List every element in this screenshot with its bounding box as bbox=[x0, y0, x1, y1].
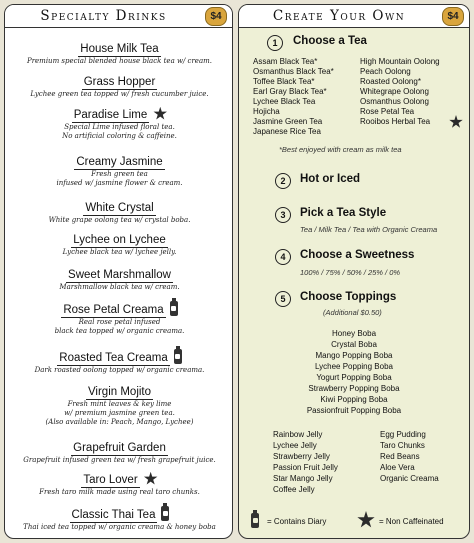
drink-item bbox=[5, 39, 233, 66]
drink-desc: Fresh taro milk made using real taro chunks. bbox=[39, 488, 200, 496]
topping-option: Strawberry Jelly bbox=[273, 452, 330, 461]
create-header bbox=[239, 5, 469, 28]
topping-option: Lychee Jelly bbox=[273, 441, 317, 450]
drink-name: Sweet Marshmallow bbox=[68, 269, 171, 281]
topping-option: Passionfruit Popping Boba bbox=[306, 406, 402, 415]
drink-name: House Milk Tea bbox=[80, 43, 159, 55]
create-your-own-panel bbox=[238, 4, 470, 539]
drink-desc: Special Lime infused floral tea. bbox=[64, 123, 175, 131]
drink-name: Lychee on Lychee bbox=[73, 234, 166, 246]
step-title: Hot or Iced bbox=[300, 173, 361, 185]
drink-desc: Premium special blended house black tea w/ cream. bbox=[26, 57, 212, 65]
step-number: 2 bbox=[275, 173, 291, 189]
drink-desc: infused w/ jasmine flower & cream. bbox=[56, 179, 183, 187]
step-subtitle: 100% / 75% / 50% / 25% / 0% bbox=[300, 268, 401, 277]
drink-desc: Lychee black tea w/ lychee jelly. bbox=[62, 248, 177, 256]
drink-item bbox=[5, 438, 233, 465]
drink-desc: No artificial coloring & caffeine. bbox=[62, 132, 177, 140]
topping-option: Lychee Popping Boba bbox=[315, 362, 393, 371]
drink-item bbox=[5, 300, 233, 336]
step-number: 4 bbox=[275, 249, 291, 265]
contains-dairy-bottle-icon bbox=[170, 301, 178, 316]
tea-option: Lychee Black Tea bbox=[253, 97, 316, 106]
drink-item bbox=[5, 505, 233, 532]
drink-name: Rose Petal Creama bbox=[63, 304, 164, 316]
step-title: Choose a Sweetness bbox=[300, 249, 415, 261]
tea-option: Osmanthus Oolong bbox=[360, 97, 429, 106]
tea-option: Whitegrape Oolong bbox=[360, 87, 429, 96]
step-subtitle: Tea / Milk Tea / Tea with Organic Creama bbox=[300, 225, 438, 234]
drink-item bbox=[5, 470, 233, 497]
step-number: 3 bbox=[275, 207, 291, 223]
topping-option: Red Beans bbox=[380, 452, 420, 461]
tea-option: Earl Gray Black Tea* bbox=[253, 87, 327, 96]
step-title: Choose Toppings bbox=[300, 291, 397, 303]
tea-option: Assam Black Tea* bbox=[253, 57, 318, 66]
drink-desc: Lychee green tea topped w/ fresh cucumber juice. bbox=[30, 90, 209, 98]
drink-name: White Crystal bbox=[85, 202, 154, 214]
tea-option: Peach Oolong bbox=[360, 67, 411, 76]
contains-dairy-bottle-icon bbox=[251, 513, 259, 528]
drink-name: Taro Lover bbox=[83, 474, 138, 486]
topping-option: Yogurt Popping Boba bbox=[316, 373, 392, 382]
drink-item bbox=[5, 265, 233, 292]
specialty-price-badge: $4 bbox=[205, 7, 227, 26]
drink-desc: w/ premium jasmine green tea. bbox=[64, 409, 175, 417]
drink-item bbox=[5, 198, 233, 225]
drink-desc: Fresh mint leaves & key lime bbox=[67, 400, 172, 408]
drink-name: Roasted Tea Creama bbox=[59, 352, 168, 364]
topping-option: Crystal Boba bbox=[331, 340, 377, 349]
drink-desc: (Also available in: Peach, Mango, Lychee) bbox=[45, 418, 194, 426]
tea-option: Rose Petal Tea bbox=[360, 107, 415, 116]
drink-desc: Grapefruit infused green tea w/ fresh grapefruit juice. bbox=[23, 456, 216, 464]
topping-option: Mango Popping Boba bbox=[315, 351, 393, 360]
specialty-drinks-panel bbox=[4, 4, 233, 539]
tea-option: High Mountain Oolong bbox=[360, 57, 440, 66]
non-caffeinated-star-icon bbox=[357, 511, 375, 529]
drink-desc: Thai iced tea topped w/ organic creama & honey boba bbox=[23, 523, 216, 531]
drink-name: Classic Thai Tea bbox=[71, 509, 156, 521]
topping-option: Coffee Jelly bbox=[273, 485, 315, 494]
drink-desc: black tea topped w/ organic creama. bbox=[54, 327, 185, 335]
topping-option: Honey Boba bbox=[331, 329, 377, 338]
topping-option: Passion Fruit Jelly bbox=[273, 463, 338, 472]
drink-desc: Marshmallow black tea w/ cream. bbox=[59, 283, 180, 291]
drink-name: Grapefruit Garden bbox=[73, 442, 166, 454]
topping-option: Taro Chunks bbox=[380, 441, 425, 450]
non-caffeinated-star-icon bbox=[144, 472, 158, 486]
tea-option: Rooibos Herbal Tea bbox=[360, 117, 431, 126]
specialty-header bbox=[5, 5, 232, 28]
drink-item bbox=[5, 230, 233, 257]
drink-item bbox=[5, 105, 233, 141]
tea-option: Japanese Rice Tea bbox=[253, 127, 321, 136]
tea-option: Osmanthus Black Tea* bbox=[253, 67, 334, 76]
step-subtitle: (Additional $0.50) bbox=[323, 308, 382, 317]
drink-item bbox=[5, 72, 233, 99]
topping-option: Kiwi Popping Boba bbox=[320, 395, 388, 404]
drink-name: Creamy Jasmine bbox=[76, 156, 163, 168]
drink-name: Virgin Mojito bbox=[87, 386, 152, 398]
drink-name: Grass Hopper bbox=[83, 76, 156, 88]
drink-desc: Real rose petal infused bbox=[78, 318, 161, 326]
contains-dairy-bottle-icon bbox=[174, 349, 182, 364]
step-title: Choose a Tea bbox=[293, 35, 367, 47]
legend-non-caffeinated: = Non Caffeinated bbox=[379, 517, 444, 526]
specialty-title: Specialty Drinks bbox=[40, 8, 167, 24]
topping-option: Organic Creama bbox=[380, 474, 439, 483]
tea-note: *Best enjoyed with cream as milk tea bbox=[279, 145, 402, 154]
create-title: Create Your Own bbox=[272, 8, 406, 24]
topping-option: Strawberry Popping Boba bbox=[308, 384, 400, 393]
topping-option: Egg Pudding bbox=[380, 430, 426, 439]
tea-option: Toffee Black Tea* bbox=[253, 77, 315, 86]
drink-item bbox=[5, 382, 233, 427]
non-caffeinated-star-icon bbox=[153, 107, 167, 121]
topping-option: Star Mango Jelly bbox=[273, 474, 333, 483]
drink-desc: White grape oolong tea w/ crystal boba. bbox=[48, 216, 191, 224]
drink-name: Paradise Lime bbox=[73, 109, 148, 121]
drink-desc: Dark roasted oolong topped w/ organic creama. bbox=[34, 366, 205, 374]
contains-dairy-bottle-icon bbox=[161, 506, 169, 521]
tea-option: Hojicha bbox=[253, 107, 280, 116]
tea-option: Jasmine Green Tea bbox=[253, 117, 323, 126]
step-number: 1 bbox=[267, 35, 283, 51]
drink-desc: Fresh green tea bbox=[91, 170, 148, 178]
step-title: Pick a Tea Style bbox=[300, 207, 387, 219]
tea-option: Roasted Oolong* bbox=[360, 77, 421, 86]
legend-dairy: = Contains Diary bbox=[267, 517, 327, 526]
step-number: 5 bbox=[275, 291, 291, 307]
create-price-badge: $4 bbox=[442, 7, 464, 26]
topping-option: Aloe Vera bbox=[380, 463, 415, 472]
non-caffeinated-star-icon bbox=[449, 115, 463, 129]
drink-item bbox=[5, 348, 233, 375]
topping-option: Rainbow Jelly bbox=[273, 430, 323, 439]
drink-item bbox=[5, 152, 233, 188]
